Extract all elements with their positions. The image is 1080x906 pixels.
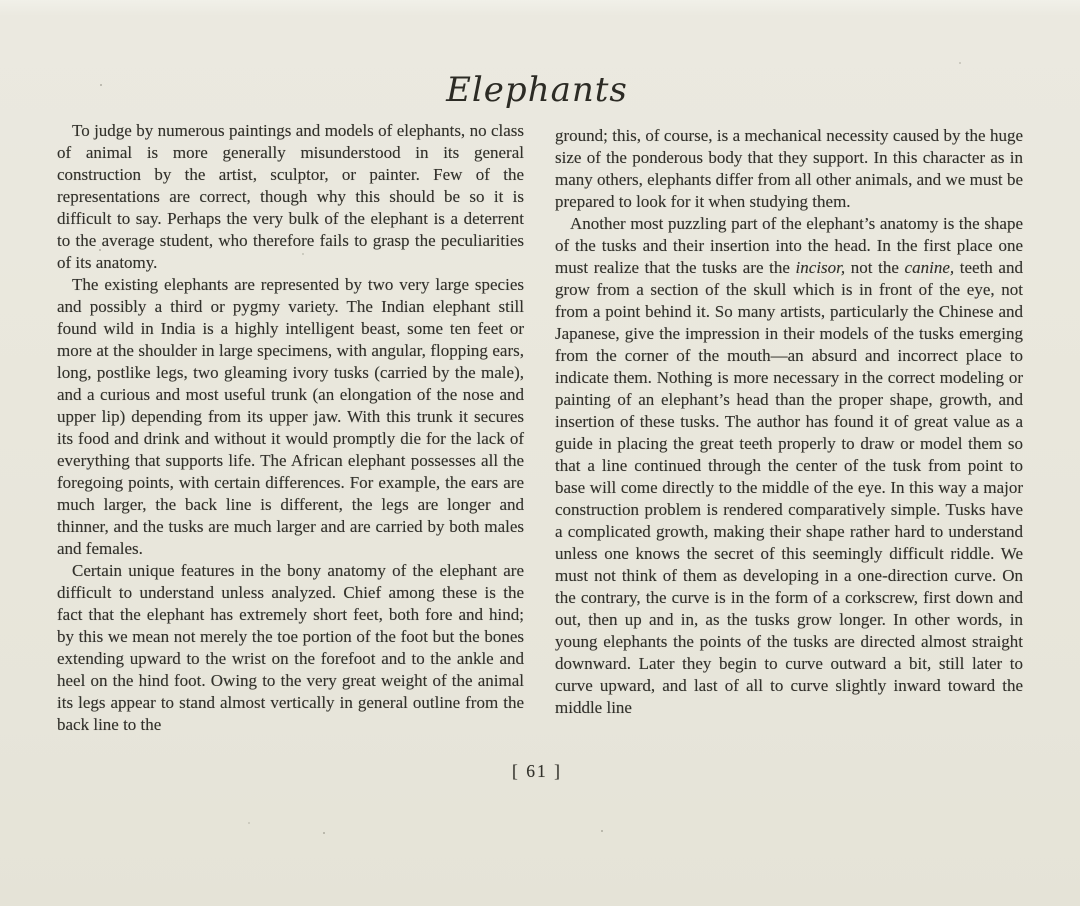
paper-speck	[323, 832, 325, 834]
body-text: To judge by numerous paintings and models of elephants, no class of animal is more generally misunderstood in its general construction by the artist, sculptor, or painter. Few of the representations are correct, though why this should be so it is difficult to say. Perhaps the very bulk of the elephant is a deterrent to the average student, who therefore fails to grasp the peculiarities of its anatomy.	[57, 121, 524, 272]
body-text: The existing elephants are represented by two very large species and possibly a third or pygmy variety. The Indian elephant still found wild in India is a highly intelligent beast, some ten feet or more at the shoulder in large specimens, with angular, flopping ears, long, postlike legs, two gleaming ivory tusks (carried by the male), and a curious and most useful trunk (an elongation of the nose and upper lip) depending from its upper jaw. With this trunk it secures its food and drink and without it would promptly die for the lack of everything that supports life. The African elephant possesses all the foregoing points, with certain differences. For example, the ears are much larger, the back line is different, the legs are longer and thinner, and the tusks are much larger and are carried by both males and females.	[57, 275, 524, 558]
body-text: not the	[845, 258, 905, 277]
body-text: ground; this, of course, is a mechanical necessity caused by the huge size of the ponderous body that they support. In this character as in many others, elephants differ from all other animals, and we must be prepared to look for it when studying them.	[555, 126, 1023, 211]
left-column	[57, 120, 524, 736]
paper-speck	[248, 822, 250, 824]
paper-speck	[601, 830, 603, 832]
right-column	[555, 120, 1023, 719]
paragraph	[57, 120, 524, 274]
body-text: teeth and grow from a section of the skull which is in front of the eye, not from a point behind it. So many artists, particularly the Chinese and Japanese, give the impression in their models of the tusks emerging from the corner of the mouth—an absurd and incorrect place to indicate them. Nothing is more necessary in the correct modeling or painting of an elephant’s head than the proper shape, growth, and insertion of these tusks. The author has found it of great value as a guide in placing the great teeth properly to draw or model them so that a line continued through the center of the tusk from point to base will come directly to the middle of the eye. In this way a major construction problem is rendered comparatively simple. Tusks have a complicated growth, making their shape rather hard to understand unless one knows the secret of this seemingly difficult riddle. We must not think of them as developing in a one-direction curve. On the contrary, the curve is in the form of a corkscrew, first down and out, then up and in, as the tusks grow longer. In other words, in young elephants the points of the tusks are directed almost straight downward. Later they begin to curve outward a bit, still later to curve upward, and last of all to curve slightly inward toward the middle line	[555, 258, 1023, 717]
page-title: Elephants	[446, 70, 628, 110]
paper-speck	[302, 253, 304, 255]
paragraph	[555, 125, 1023, 213]
paper-speck	[108, 311, 110, 313]
page-number: [ 61 ]	[512, 761, 562, 781]
paragraph	[57, 560, 524, 736]
body-text: Certain unique features in the bony anatomy of the elephant are difficult to understand unless analyzed. Chief among these is the fact that the elephant has extremely short feet, both fore and hind; by this we mean not merely the toe portion of the foot but the bones extending upward to the wrist on the forefoot and to the ankle and heel on the hind foot. Owing to the very great weight of the animal its legs appear to stand almost vertically in general outline from the back line to the	[57, 561, 524, 734]
paragraph	[555, 213, 1023, 719]
italic-text: canine,	[904, 258, 955, 277]
paper-speck	[959, 62, 961, 64]
paper-speck	[100, 84, 102, 86]
italic-text: incisor,	[795, 258, 846, 277]
paragraph	[57, 274, 524, 560]
body-text: Another most puzzling part of the elephant’s anatomy is the shape of the tusks and their insertion into the head. In the first place one must realize that the tusks are the	[555, 214, 1023, 277]
paper-speck	[99, 249, 101, 251]
